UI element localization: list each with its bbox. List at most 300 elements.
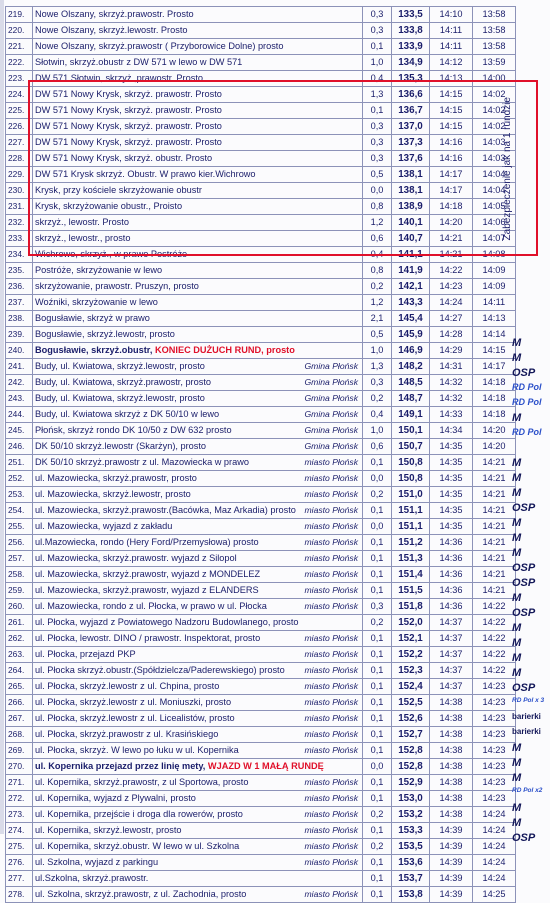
total-km: 153,3 bbox=[392, 823, 430, 839]
side-note: RD Pol bbox=[512, 397, 542, 407]
description-text: Krysk, przy kościele skrzyżowanie obustr bbox=[35, 185, 202, 195]
side-note: M bbox=[512, 637, 522, 649]
side-note: M bbox=[512, 817, 522, 829]
time-slow: 14:36 bbox=[430, 535, 473, 551]
time-fast: 14:24 bbox=[473, 839, 516, 855]
table-row bbox=[6, 535, 516, 551]
row-number: 222. bbox=[6, 55, 33, 71]
segment-distance: 0,1 bbox=[363, 711, 392, 727]
description-text: Bogusławie, skrzyż.lewostr, prosto bbox=[35, 329, 175, 339]
total-km: 146,9 bbox=[392, 343, 430, 359]
municipality-label: miasto Płońsk bbox=[304, 809, 358, 819]
description-text: Bogusławie, skrzyż.obustr, bbox=[35, 345, 153, 355]
table-row bbox=[6, 327, 516, 343]
segment-distance: 0,2 bbox=[363, 615, 392, 631]
time-fast: 14:07 bbox=[473, 231, 516, 247]
time-slow: 14:16 bbox=[430, 135, 473, 151]
total-km: 153,5 bbox=[392, 839, 430, 855]
table-row bbox=[6, 503, 516, 519]
description-text: DW 571 Słotwin, skrzyż.,prawostr. Prosto bbox=[35, 73, 203, 83]
table-row bbox=[6, 631, 516, 647]
time-fast: 14:25 bbox=[473, 887, 516, 903]
row-number: 252. bbox=[6, 471, 33, 487]
row-number: 236. bbox=[6, 279, 33, 295]
row-description bbox=[33, 567, 363, 583]
table-row bbox=[6, 759, 516, 775]
total-km: 152,8 bbox=[392, 743, 430, 759]
table-row bbox=[6, 407, 516, 423]
description-text: Woźniki, skrzyżowanie w lewo bbox=[35, 297, 158, 307]
table-row bbox=[6, 55, 516, 71]
time-fast: 14:24 bbox=[473, 871, 516, 887]
page-edge bbox=[0, 0, 4, 834]
description-text: DK 50/10 skrzyż.lewostr (Skarżyn), prosto bbox=[35, 441, 207, 451]
row-number: 231. bbox=[6, 199, 33, 215]
table-row bbox=[6, 807, 516, 823]
row-description bbox=[33, 455, 363, 471]
side-note: OSP bbox=[512, 562, 536, 574]
total-km: 153,6 bbox=[392, 855, 430, 871]
row-number: 226. bbox=[6, 119, 33, 135]
time-fast: 14:23 bbox=[473, 727, 516, 743]
table-row bbox=[6, 663, 516, 679]
segment-distance: 1,0 bbox=[363, 343, 392, 359]
row-description bbox=[33, 887, 363, 903]
table-row bbox=[6, 871, 516, 887]
segment-distance: 0,1 bbox=[363, 455, 392, 471]
description-text: ul. Płocka, lewostr. DINO / prawostr. Inspektorat, prosto bbox=[35, 633, 261, 643]
time-slow: 14:35 bbox=[430, 439, 473, 455]
municipality-label: miasto Płońsk bbox=[304, 601, 358, 611]
side-note: RD Pol x 3 bbox=[512, 697, 545, 704]
time-fast: 14:22 bbox=[473, 663, 516, 679]
segment-distance: 1,3 bbox=[363, 359, 392, 375]
total-km: 152,4 bbox=[392, 679, 430, 695]
side-note: OSP bbox=[512, 502, 536, 514]
municipality-label: miasto Płońsk bbox=[304, 729, 358, 739]
total-km: 152,6 bbox=[392, 711, 430, 727]
time-slow: 14:35 bbox=[430, 471, 473, 487]
description-text: ul. Szkolna, skrzyż.prawostr, z ul. Zachodnia, prosto bbox=[35, 889, 247, 899]
total-km: 150,1 bbox=[392, 423, 430, 439]
row-number: 229. bbox=[6, 167, 33, 183]
segment-distance: 2,1 bbox=[363, 311, 392, 327]
segment-distance: 0,1 bbox=[363, 727, 392, 743]
segment-distance: 0,1 bbox=[363, 631, 392, 647]
time-slow: 14:11 bbox=[430, 23, 473, 39]
total-km: 151,0 bbox=[392, 487, 430, 503]
time-slow: 14:38 bbox=[430, 695, 473, 711]
description-text: Nowe Olszany, skrzyż.prawostr. Prosto bbox=[35, 9, 194, 19]
total-km: 152,3 bbox=[392, 663, 430, 679]
total-km: 136,7 bbox=[392, 103, 430, 119]
side-note: M bbox=[512, 757, 522, 769]
segment-distance: 0,3 bbox=[363, 375, 392, 391]
time-fast: 14:11 bbox=[473, 295, 516, 311]
segment-distance: 0,1 bbox=[363, 871, 392, 887]
table-row bbox=[6, 39, 516, 55]
row-description bbox=[33, 807, 363, 823]
time-slow: 14:35 bbox=[430, 503, 473, 519]
time-slow: 14:12 bbox=[430, 55, 473, 71]
time-fast: 14:02 bbox=[473, 103, 516, 119]
description-text: Płońsk, skrzyż rondo DK 10/50 z DW 632 prosto bbox=[35, 425, 232, 435]
municipality-label: miasto Płońsk bbox=[304, 585, 358, 595]
time-slow: 14:31 bbox=[430, 359, 473, 375]
table-row bbox=[6, 311, 516, 327]
time-fast: 14:21 bbox=[473, 519, 516, 535]
total-km: 133,8 bbox=[392, 23, 430, 39]
description-text: ul. Mazowiecka, rondo z ul. Płocka, w prawo w ul. Płocka bbox=[35, 601, 267, 611]
segment-distance: 0,1 bbox=[363, 775, 392, 791]
row-number: 251. bbox=[6, 455, 33, 471]
time-slow: 14:37 bbox=[430, 679, 473, 695]
total-km: 153,2 bbox=[392, 807, 430, 823]
description-text: ul. Płocka, wyjazd z Powiatowego Nadzoru Budowlanego, prosto bbox=[35, 617, 299, 627]
time-slow: 14:38 bbox=[430, 743, 473, 759]
row-description bbox=[33, 759, 363, 775]
segment-distance: 0,1 bbox=[363, 503, 392, 519]
row-description bbox=[33, 551, 363, 567]
segment-distance: 0,1 bbox=[363, 743, 392, 759]
row-number: 254. bbox=[6, 503, 33, 519]
time-fast: 14:18 bbox=[473, 375, 516, 391]
row-number: 245. bbox=[6, 423, 33, 439]
side-note: M bbox=[512, 592, 522, 604]
time-fast: 14:22 bbox=[473, 615, 516, 631]
table-row bbox=[6, 423, 516, 439]
side-note: M bbox=[512, 352, 522, 364]
red-notice: KONIEC DUŻUCH RUND, prosto bbox=[155, 345, 295, 355]
description-text: Budy, ul. Kwiatowa, skrzyż.lewostr, prosto bbox=[35, 393, 205, 403]
time-slow: 14:39 bbox=[430, 871, 473, 887]
row-description bbox=[33, 535, 363, 551]
segment-distance: 0,1 bbox=[363, 567, 392, 583]
row-number: 271. bbox=[6, 775, 33, 791]
row-description bbox=[33, 439, 363, 455]
total-km: 148,7 bbox=[392, 391, 430, 407]
row-number: 277. bbox=[6, 871, 33, 887]
row-number: 242. bbox=[6, 375, 33, 391]
row-description bbox=[33, 55, 363, 71]
row-description bbox=[33, 727, 363, 743]
segment-distance: 0,3 bbox=[363, 23, 392, 39]
description-text: Bogusławie, skrzyż w prawo bbox=[35, 313, 150, 323]
time-slow: 14:27 bbox=[430, 311, 473, 327]
description-text: DW 571 Nowy Krysk, skrzyż. prawostr. Prosto bbox=[35, 105, 222, 115]
segment-distance: 0,0 bbox=[363, 759, 392, 775]
segment-distance: 0,2 bbox=[363, 279, 392, 295]
total-km: 151,2 bbox=[392, 535, 430, 551]
side-note: RD Pol bbox=[512, 382, 542, 392]
row-number: 238. bbox=[6, 311, 33, 327]
description-text: ul. Kopernika przejazd przez linię mety, bbox=[35, 761, 206, 771]
row-description bbox=[33, 359, 363, 375]
row-number: 268. bbox=[6, 727, 33, 743]
row-description bbox=[33, 663, 363, 679]
table-row bbox=[6, 791, 516, 807]
municipality-label: Gmina Płońsk bbox=[304, 409, 358, 419]
total-km: 152,9 bbox=[392, 775, 430, 791]
description-text: ul.Mazowiecka, rondo (Hery Ford/Przemysłowa) prosto bbox=[35, 537, 259, 547]
total-km: 150,7 bbox=[392, 439, 430, 455]
total-km: 151,3 bbox=[392, 551, 430, 567]
time-fast: 14:23 bbox=[473, 759, 516, 775]
side-note: RD Pol bbox=[512, 427, 542, 437]
table-row bbox=[6, 567, 516, 583]
time-fast: 14:22 bbox=[473, 647, 516, 663]
municipality-label: miasto Płońsk bbox=[304, 505, 358, 515]
description-text: Wichrowo, skrzyż., w prawo Postróże bbox=[35, 249, 188, 259]
table-row bbox=[6, 343, 516, 359]
row-description bbox=[33, 823, 363, 839]
total-km: 152,8 bbox=[392, 759, 430, 775]
row-number: 274. bbox=[6, 823, 33, 839]
total-km: 142,1 bbox=[392, 279, 430, 295]
row-description bbox=[33, 295, 363, 311]
time-fast: 14:23 bbox=[473, 791, 516, 807]
municipality-label: Gmina Płońsk bbox=[304, 361, 358, 371]
table-row bbox=[6, 727, 516, 743]
time-slow: 14:39 bbox=[430, 823, 473, 839]
municipality-label: miasto Płońsk bbox=[304, 569, 358, 579]
municipality-label: miasto Płońsk bbox=[304, 649, 358, 659]
row-number: 278. bbox=[6, 887, 33, 903]
time-slow: 14:10 bbox=[430, 7, 473, 23]
time-fast: 14:08 bbox=[473, 247, 516, 263]
description-text: ul. Szkolna, wyjazd z parkingu bbox=[35, 857, 159, 867]
municipality-label: miasto Płońsk bbox=[304, 777, 358, 787]
segment-distance: 0,8 bbox=[363, 263, 392, 279]
time-slow: 14:37 bbox=[430, 615, 473, 631]
total-km: 136,6 bbox=[392, 87, 430, 103]
time-fast: 13:58 bbox=[473, 7, 516, 23]
segment-distance: 0,3 bbox=[363, 135, 392, 151]
description-text: DK 50/10 skrzyż.prawostr z ul. Mazowiecka w prawo bbox=[35, 457, 249, 467]
segment-distance: 0,1 bbox=[363, 823, 392, 839]
segment-distance: 0,1 bbox=[363, 103, 392, 119]
row-description bbox=[33, 279, 363, 295]
row-description bbox=[33, 791, 363, 807]
time-fast: 14:09 bbox=[473, 279, 516, 295]
time-fast: 14:21 bbox=[473, 567, 516, 583]
total-km: 152,0 bbox=[392, 615, 430, 631]
table-row bbox=[6, 471, 516, 487]
total-km: 138,9 bbox=[392, 199, 430, 215]
side-note: M bbox=[512, 472, 522, 484]
time-fast: 14:21 bbox=[473, 471, 516, 487]
total-km: 148,2 bbox=[392, 359, 430, 375]
side-note: RD Pol x2 bbox=[512, 787, 543, 794]
time-slow: 14:34 bbox=[430, 423, 473, 439]
time-fast: 14:21 bbox=[473, 535, 516, 551]
description-text: DW 571 Nowy Krysk, skrzyż. prawostr. Prosto bbox=[35, 137, 222, 147]
segment-distance: 0,1 bbox=[363, 551, 392, 567]
segment-distance: 0,1 bbox=[363, 679, 392, 695]
row-description bbox=[33, 583, 363, 599]
row-number: 275. bbox=[6, 839, 33, 855]
time-slow: 14:38 bbox=[430, 791, 473, 807]
time-fast: 14:13 bbox=[473, 311, 516, 327]
side-note: barierki bbox=[512, 727, 541, 736]
description-text: DW 571 Nowy Krysk, skrzyż. prawostr. Prosto bbox=[35, 89, 222, 99]
description-text: ul. Mazowiecka, wyjazd z zakładu bbox=[35, 521, 173, 531]
segment-distance: 0,5 bbox=[363, 327, 392, 343]
row-number: 241. bbox=[6, 359, 33, 375]
description-text: ul. Kopernika, wyjazd z Plywalni, prosto bbox=[35, 793, 196, 803]
row-description bbox=[33, 311, 363, 327]
total-km: 149,1 bbox=[392, 407, 430, 423]
segment-distance: 0,3 bbox=[363, 119, 392, 135]
time-slow: 14:38 bbox=[430, 759, 473, 775]
row-number: 260. bbox=[6, 599, 33, 615]
time-slow: 14:20 bbox=[430, 215, 473, 231]
description-text: DW 571 Krysk skrzyż. Obustr. W prawo kier.Wichrowo bbox=[35, 169, 256, 179]
segment-distance: 0,3 bbox=[363, 599, 392, 615]
side-note: OSP bbox=[512, 607, 536, 619]
time-slow: 14:22 bbox=[430, 263, 473, 279]
description-text: Budy, ul. Kwiatowa, skrzyż.prawostr, prosto bbox=[35, 377, 211, 387]
row-number: 225. bbox=[6, 103, 33, 119]
total-km: 141,1 bbox=[392, 247, 430, 263]
time-fast: 14:15 bbox=[473, 343, 516, 359]
row-number: 246. bbox=[6, 439, 33, 455]
row-description bbox=[33, 487, 363, 503]
segment-distance: 0,4 bbox=[363, 407, 392, 423]
total-km: 143,3 bbox=[392, 295, 430, 311]
table-row bbox=[6, 279, 516, 295]
description-text: skrzyż., lewostr. Prosto bbox=[35, 217, 129, 227]
municipality-label: miasto Płońsk bbox=[304, 489, 358, 499]
time-fast: 14:04 bbox=[473, 183, 516, 199]
municipality-label: miasto Płońsk bbox=[304, 697, 358, 707]
segment-distance: 0,1 bbox=[363, 663, 392, 679]
time-slow: 14:36 bbox=[430, 599, 473, 615]
row-description bbox=[33, 679, 363, 695]
time-slow: 14:35 bbox=[430, 519, 473, 535]
description-text: ul. Mazowiecka, skrzyż.lewostr, prosto bbox=[35, 489, 191, 499]
table-row bbox=[6, 439, 516, 455]
time-slow: 14:38 bbox=[430, 727, 473, 743]
time-slow: 14:38 bbox=[430, 807, 473, 823]
row-number: 243. bbox=[6, 391, 33, 407]
total-km: 140,7 bbox=[392, 231, 430, 247]
side-note: OSP bbox=[512, 577, 536, 589]
municipality-label: Gmina Płońsk bbox=[304, 377, 358, 387]
time-slow: 14:37 bbox=[430, 647, 473, 663]
table-row bbox=[6, 823, 516, 839]
segment-distance: 0,1 bbox=[363, 887, 392, 903]
municipality-label: miasto Płońsk bbox=[304, 537, 358, 547]
time-fast: 14:09 bbox=[473, 263, 516, 279]
row-number: 262. bbox=[6, 631, 33, 647]
row-number: 261. bbox=[6, 615, 33, 631]
row-number: 219. bbox=[6, 7, 33, 23]
time-slow: 14:15 bbox=[430, 87, 473, 103]
row-number: 230. bbox=[6, 183, 33, 199]
row-number: 263. bbox=[6, 647, 33, 663]
row-description bbox=[33, 391, 363, 407]
table-row bbox=[6, 263, 516, 279]
time-fast: 14:20 bbox=[473, 439, 516, 455]
time-fast: 14:22 bbox=[473, 599, 516, 615]
segment-distance: 0,1 bbox=[363, 647, 392, 663]
segment-distance: 0,5 bbox=[363, 167, 392, 183]
row-number: 232. bbox=[6, 215, 33, 231]
total-km: 137,0 bbox=[392, 119, 430, 135]
description-text: ul. Mazowiecka, skrzyż.prawostr, wyjazd z MONDELEZ bbox=[35, 569, 261, 579]
segment-distance: 0,1 bbox=[363, 39, 392, 55]
row-description bbox=[33, 23, 363, 39]
description-text: Słotwin, skrzyż.obustr z DW 571 w lewo w DW 571 bbox=[35, 57, 243, 67]
total-km: 133,9 bbox=[392, 39, 430, 55]
row-description bbox=[33, 839, 363, 855]
total-km: 141,9 bbox=[392, 263, 430, 279]
table-row bbox=[6, 455, 516, 471]
total-km: 133,5 bbox=[392, 7, 430, 23]
municipality-label: miasto Płońsk bbox=[304, 681, 358, 691]
segment-distance: 0,2 bbox=[363, 839, 392, 855]
total-km: 151,1 bbox=[392, 503, 430, 519]
vertical-note bbox=[490, 86, 524, 252]
municipality-label: miasto Płońsk bbox=[304, 825, 358, 835]
municipality-label: miasto Płońsk bbox=[304, 857, 358, 867]
total-km: 152,1 bbox=[392, 631, 430, 647]
total-km: 137,6 bbox=[392, 151, 430, 167]
description-text: Postróże, skrzyżowanie w lewo bbox=[35, 265, 163, 275]
time-fast: 14:24 bbox=[473, 855, 516, 871]
time-fast: 14:20 bbox=[473, 423, 516, 439]
time-fast: 14:21 bbox=[473, 503, 516, 519]
total-km: 152,5 bbox=[392, 695, 430, 711]
row-number: 273. bbox=[6, 807, 33, 823]
description-text: skrzyżowanie, prawostr. Pruszyn, prosto bbox=[35, 281, 199, 291]
time-slow: 14:21 bbox=[430, 247, 473, 263]
side-note: M bbox=[512, 457, 522, 469]
table-row bbox=[6, 839, 516, 855]
description-text: Nowe Olszany, skrzyż.prawostr ( Przyborowice Dolne) prosto bbox=[35, 41, 284, 51]
row-description bbox=[33, 423, 363, 439]
row-description bbox=[33, 615, 363, 631]
side-note: M bbox=[512, 667, 522, 679]
time-fast: 14:18 bbox=[473, 407, 516, 423]
time-slow: 14:18 bbox=[430, 199, 473, 215]
time-slow: 14:38 bbox=[430, 775, 473, 791]
time-slow: 14:36 bbox=[430, 567, 473, 583]
segment-distance: 0,1 bbox=[363, 535, 392, 551]
row-description bbox=[33, 375, 363, 391]
municipality-label: Gmina Płońsk bbox=[304, 441, 358, 451]
time-slow: 14:29 bbox=[430, 343, 473, 359]
table-row bbox=[6, 551, 516, 567]
row-number: 269. bbox=[6, 743, 33, 759]
red-notice: WJAZD W 1 MAŁĄ RUNDĘ bbox=[207, 761, 324, 771]
time-slow: 14:17 bbox=[430, 167, 473, 183]
time-slow: 14:37 bbox=[430, 631, 473, 647]
description-text: ul. Mazowiecka, skrzyż.prawostr.(Bacówka, Maz Arkadia) prosto bbox=[35, 505, 296, 515]
total-km: 151,8 bbox=[392, 599, 430, 615]
municipality-label: miasto Płońsk bbox=[304, 841, 358, 851]
table-row bbox=[6, 295, 516, 311]
row-description bbox=[33, 407, 363, 423]
segment-distance: 0,2 bbox=[363, 807, 392, 823]
table-row bbox=[6, 23, 516, 39]
total-km: 145,4 bbox=[392, 311, 430, 327]
segment-distance: 0,3 bbox=[363, 7, 392, 23]
time-fast: 13:59 bbox=[473, 55, 516, 71]
time-fast: 14:02 bbox=[473, 119, 516, 135]
row-number: 234. bbox=[6, 247, 33, 263]
